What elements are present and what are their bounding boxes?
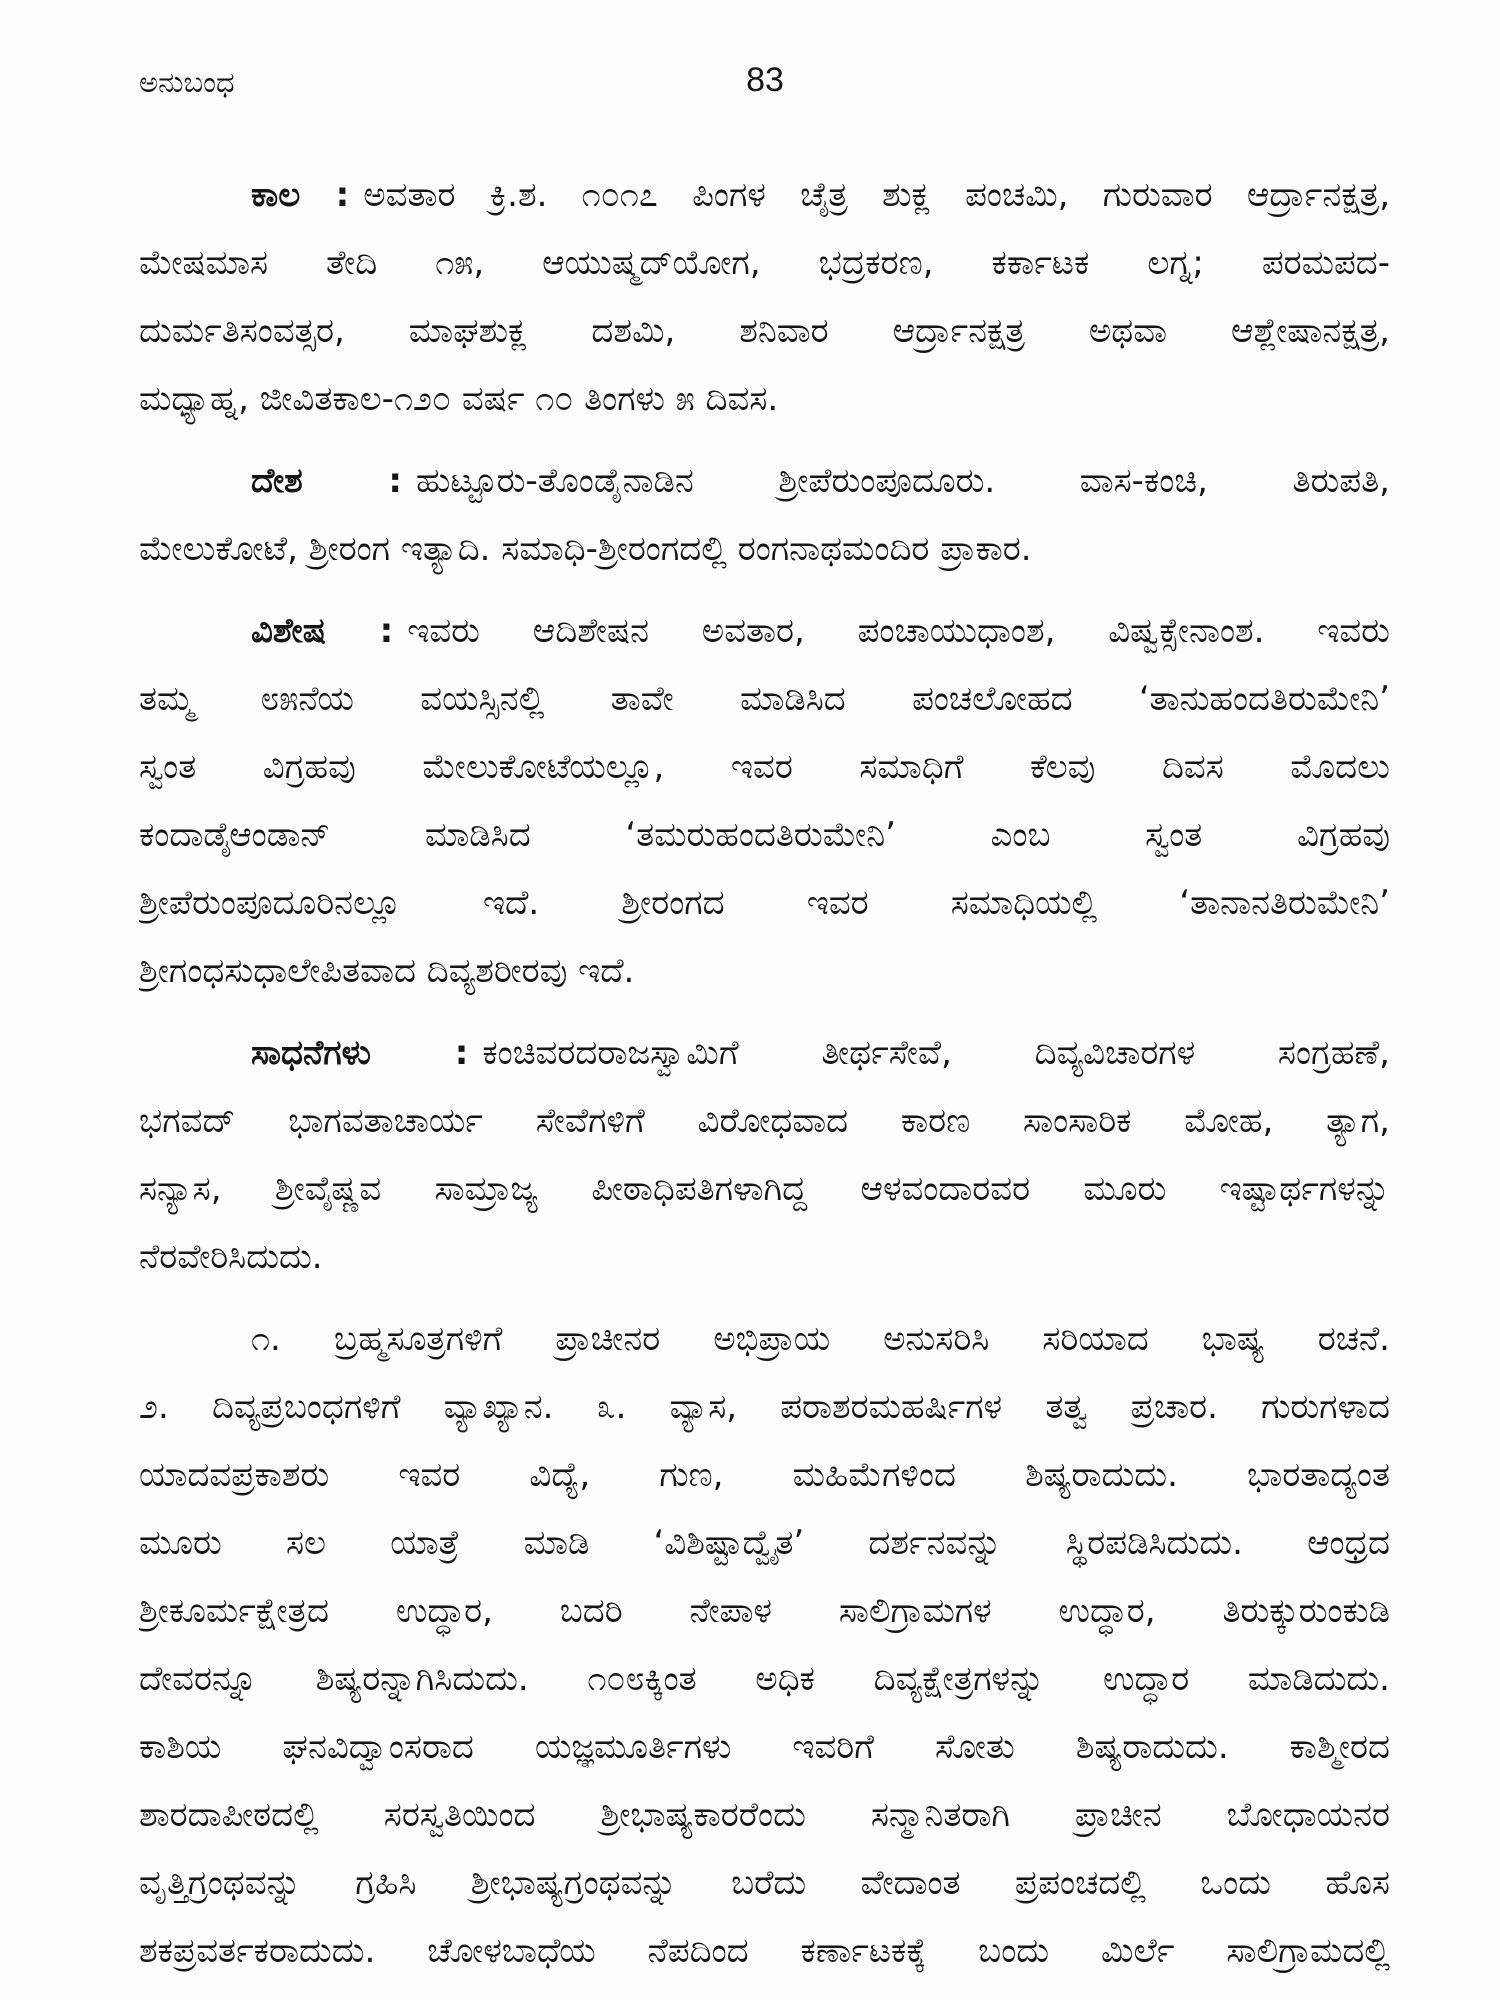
- text-line: ದೇವರನ್ನೂ ಶಿಷ್ಯರನ್ನಾಗಿಸಿದುದು. ೧೦೮ಕ್ಕಿಂತ ಅಧಿಕ ದಿವ್ಯಕ್ಷೇತ್ರಗಳನ್ನು ಉದ್ಧಾರ ಮಾಡಿದುದು.: [139, 1659, 1390, 1699]
- text-line: ವೃತ್ತಿಗ್ರಂಥವನ್ನು ಗ್ರಹಿಸಿ ಶ್ರೀಭಾಷ್ಯಗ್ರಂಥವನ್ನು ಬರೆದು ವೇದಾಂತ ಪ್ರಪಂಚದಲ್ಲಿ ಒಂದು ಹೊಸ: [139, 1863, 1390, 1903]
- text-line: ಶ್ರೀಕೂರ್ಮಕ್ಷೇತ್ರದ ಉದ್ಧಾರ, ಬದರಿ ನೇಪಾಳ ಸಾಲಿಗ್ರಾಮಗಳ ಉದ್ಧಾರ, ತಿರುಕ್ಕುರುಂಕುಡಿ: [139, 1591, 1390, 1631]
- text-line: ದುರ್ಮತಿಸಂವತ್ಸರ, ಮಾಘಶುಕ್ಲ ದಶಮಿ, ಶನಿವಾರ ಆರ್ದ್ರಾನಕ್ಷತ್ರ ಅಥವಾ ಆಶ್ಲೇಷಾನಕ್ಷತ್ರ,: [139, 311, 1390, 351]
- text-line: ಶ್ರೀಗಂಧಸುಧಾಲೇಪಿತವಾದ ದಿವ್ಯಶರೀರವು ಇದೆ.: [139, 951, 635, 991]
- text-line: [139, 447, 1390, 515]
- paragraph-desha: [139, 447, 1390, 583]
- text-line-content: ಅವತಾರ ಕ್ರಿ.ಶ. ೧೦೧೭ ಪಿಂಗಳ ಚೈತ್ರ ಶುಕ್ಲ ಪಂಚಮಿ, ಗುರುವಾರ ಆರ್ದ್ರಾನಕ್ಷತ್ರ,: [363, 175, 1390, 215]
- text-line-content: ಹುಟ್ಟೂರು-ತೊಂಡೈನಾಡಿನ ಶ್ರೀಪೆರುಂಪೂದೂರು. ವಾಸ-ಕಂಚಿ, ತಿರುಪತಿ,: [415, 461, 1390, 501]
- text-line: ಯಾದವಪ್ರಕಾಶರು ಇವರ ವಿದ್ಯೆ, ಗುಣ, ಮಹಿಮೆಗಳಿಂದ ಶಿಷ್ಯರಾದುದು. ಭಾರತಾದ್ಯಂತ: [139, 1455, 1390, 1495]
- text-line: ಮೇಷಮಾಸ ತೇದಿ ೧೫, ಆಯುಷ್ಮದ್‌ಯೋಗ, ಭದ್ರಕರಣ, ಕರ್ಕಾಟಕ ಲಗ್ನ; ಪರಮಪದ-: [139, 243, 1390, 283]
- paragraph-heading: ಸಾಧನೆಗಳು :: [251, 1033, 469, 1073]
- text-line: [139, 1019, 1390, 1087]
- text-line: ಮೂರು ಸಲ ಯಾತ್ರೆ ಮಾಡಿ ‘ವಿಶಿಷ್ಟಾದ್ವೈತ’ ದರ್ಶನವನ್ನು ಸ್ಥಿರಪಡಿಸಿದುದು. ಆಂಧ್ರದ: [139, 1523, 1390, 1563]
- text-line: ಮಧ್ಯಾಹ್ನ, ಜೀವಿತಕಾಲ-೧೨೦ ವರ್ಷ ೧೦ ತಿಂಗಳು ೫ ದಿವಸ.: [139, 379, 779, 419]
- running-title: ಅನುಬಂಧ: [139, 65, 235, 99]
- text-line: ಶಾರದಾಪೀಠದಲ್ಲಿ ಸರಸ್ವತಿಯಿಂದ ಶ್ರೀಭಾಷ್ಯಕಾರರೆಂದು ಸನ್ಮಾನಿತರಾಗಿ ಪ್ರಾಚೀನ ಬೋಧಾಯನರ: [139, 1795, 1390, 1835]
- text-line-content: ಇವರು ಆದಿಶೇಷನ ಅವತಾರ, ಪಂಚಾಯುಧಾಂಶ, ವಿಷ್ವಕ್ಸೇನಾಂಶ. ಇವರು: [407, 611, 1390, 651]
- paragraph-achievements: [139, 1305, 1390, 1985]
- text-line: ಕಾಶಿಯ ಘನವಿದ್ವಾಂಸರಾದ ಯಜ್ಞಮೂರ್ತಿಗಳು ಇವರಿಗೆ ಸೋತು ಶಿಷ್ಯರಾದುದು. ಕಾಶ್ಮೀರದ: [139, 1727, 1390, 1767]
- paragraph-heading: ದೇಶ :: [251, 461, 402, 501]
- text-line: ೧. ಬ್ರಹ್ಮಸೂತ್ರಗಳಿಗೆ ಪ್ರಾಚೀನರ ಅಭಿಪ್ರಾಯ ಅನುಸರಿಸಿ ಸರಿಯಾದ ಭಾಷ್ಯ ರಚನೆ.: [251, 1319, 1390, 1359]
- text-line: ಕಂದಾಡೈಆಂಡಾನ್ ಮಾಡಿಸಿದ ‘ತಮರುಹಂದತಿರುಮೇನಿ’ ಎಂಬ ಸ್ವಂತ ವಿಗ್ರಹವು: [139, 815, 1390, 855]
- text-line: ಸ್ವಂತ ವಿಗ್ರಹವು ಮೇಲುಕೋಟೆಯಲ್ಲೂ, ಇವರ ಸಮಾಧಿಗೆ ಕೆಲವು ದಿವಸ ಮೊದಲು: [139, 747, 1390, 787]
- text-line-content: ಕಂಚಿವರದರಾಜಸ್ವಾಮಿಗೆ ತೀರ್ಥಸೇವೆ, ದಿವ್ಯವಿಚಾರಗಳ ಸಂಗ್ರಹಣೆ,: [482, 1033, 1390, 1073]
- paragraph-kala: [139, 161, 1390, 433]
- paragraph-vishesha: [139, 597, 1390, 1005]
- text-line: [139, 597, 1390, 665]
- text-line: ಶ್ರೀಪೆರುಂಪೂದೂರಿನಲ್ಲೂ ಇದೆ. ಶ್ರೀರಂಗದ ಇವರ ಸಮಾಧಿಯಲ್ಲಿ ‘ತಾನಾನತಿರುಮೇನಿ’: [139, 883, 1390, 923]
- paragraph-sadhanegalu: [139, 1019, 1390, 1291]
- text-line: ೨. ದಿವ್ಯಪ್ರಬಂಧಗಳಿಗೆ ವ್ಯಾಖ್ಯಾನ. ೩. ವ್ಯಾಸ, ಪರಾಶರಮಹರ್ಷಿಗಳ ತತ್ವ ಪ್ರಚಾರ. ಗುರುಗಳಾದ: [139, 1387, 1390, 1427]
- paragraph-heading: ಕಾಲ :: [251, 175, 350, 215]
- text-line: ಸನ್ಯಾಸ, ಶ್ರೀವೈಷ್ಣವ ಸಾಮ್ರಾಜ್ಯ ಪೀಠಾಧಿಪತಿಗಳಾಗಿದ್ದ ಆಳವಂದಾರವರ ಮೂರು ಇಷ್ಟಾರ್ಥಗಳನ್ನು: [139, 1169, 1390, 1209]
- text-line: [139, 161, 1390, 229]
- text-line: ಶಕಪ್ರವರ್ತಕರಾದುದು. ಚೋಳಬಾಧೆಯ ನೆಪದಿಂದ ಕರ್ಣಾಟಕಕ್ಕೆ ಬಂದು ಮಿರ್ಲೆ ಸಾಲಿಗ್ರಾಮದಲ್ಲಿ: [139, 1931, 1390, 1971]
- text-line: ಭಗವದ್ ಭಾಗವತಾಚಾರ್ಯ ಸೇವೆಗಳಿಗೆ ವಿರೋಧವಾದ ಕಾರಣ ಸಾಂಸಾರಿಕ ಮೋಹ, ತ್ಯಾಗ,: [139, 1101, 1390, 1141]
- text-line: ನೆರವೇರಿಸಿದುದು.: [139, 1237, 323, 1277]
- text-line: ತಮ್ಮ ೮೫ನೆಯ ವಯಸ್ಸಿನಲ್ಲಿ ತಾವೇ ಮಾಡಿಸಿದ ಪಂಚಲೋಹದ ‘ತಾನುಹಂದತಿರುಮೇನಿ’: [139, 679, 1390, 719]
- body-text: [139, 161, 1390, 1985]
- text-line: ಮೇಲುಕೋಟೆ, ಶ್ರೀರಂಗ ಇತ್ಯಾದಿ. ಸಮಾಧಿ-ಶ್ರೀರಂಗದಲ್ಲಿ ರಂಗನಾಥಮಂದಿರ ಪ್ರಾಕಾರ.: [139, 529, 1032, 569]
- page-number: 83: [746, 61, 784, 99]
- paragraph-heading: ವಿಶೇಷ :: [251, 611, 394, 651]
